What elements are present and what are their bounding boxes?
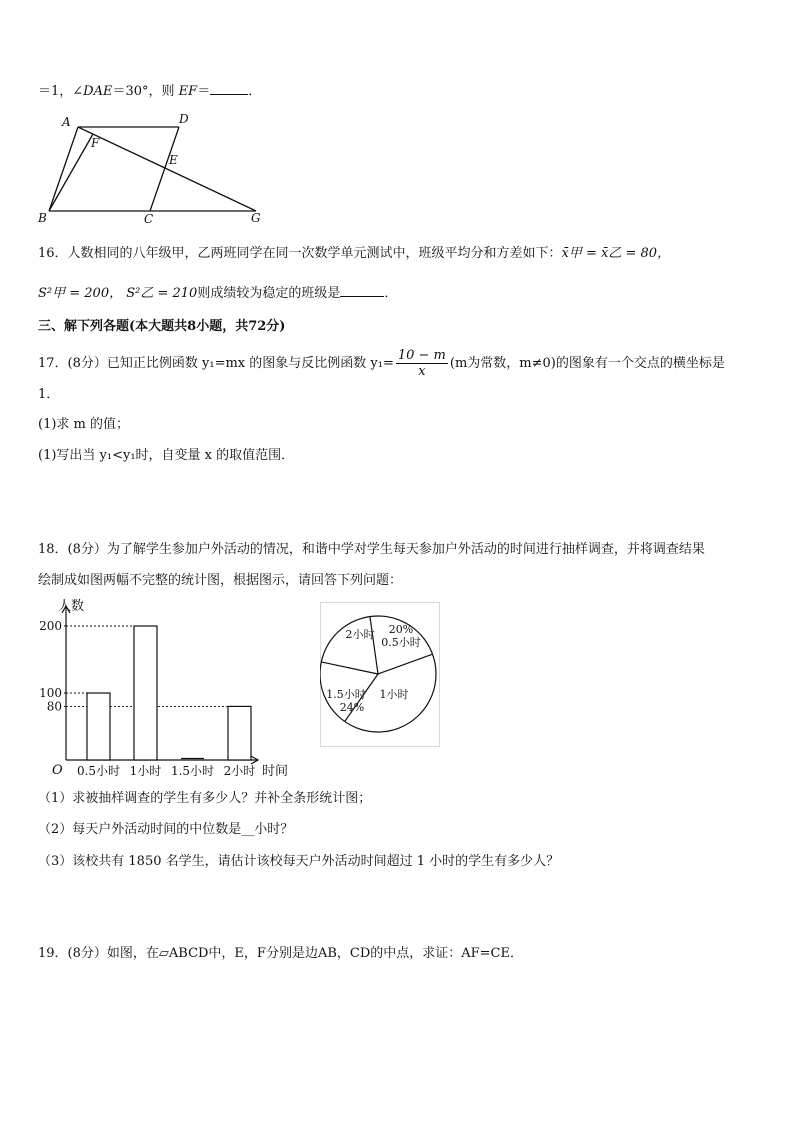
section3-title: 三、解下列各题(本大题共8小题，共72分) [38, 319, 286, 334]
x-tick-label: 1小时 [129, 764, 162, 778]
q17-part2: (1)写出当 y₁<y₁时，自变量 x 的取值范围． [38, 448, 295, 463]
q17-fraction [396, 348, 448, 379]
q17-post: (m为常数，m≠0)的图象有一个交点的横坐标是 [449, 356, 725, 371]
q15-text [38, 83, 261, 101]
q18-line2: 绘制成如图两幅不完整的统计图，根据图示，请回答下列问题： [38, 573, 403, 588]
x-tick-label: 1.5小时 [170, 764, 215, 778]
x-tick-label: 2小时 [223, 764, 256, 778]
q17-part1: (1)求 m 的值； [38, 417, 130, 432]
pie-slice-label: 1.5小时 [326, 688, 366, 701]
q15-eq: ＝30°，则 [112, 84, 179, 99]
label-C: C [144, 212, 154, 225]
q18-part1: （1）求被抽样调查的学生有多少人？并补全条形统计图； [38, 791, 372, 806]
bar [134, 626, 157, 760]
q18-line1: 18．(8分）为了解学生参加户外活动的情况，和谐中学对学生每天参加户外活动的时间进行抽样调查，并将调查结果 [38, 542, 705, 557]
bar [87, 693, 110, 760]
label-F: F [91, 136, 100, 150]
q17-line1 [38, 348, 725, 379]
q17-frac-den: x [418, 364, 426, 379]
q16-variance-a: S²甲 = 200， [38, 286, 123, 301]
y-tick-label: 200 [39, 619, 62, 633]
x-axis-label: 时间 [262, 764, 289, 779]
q16-answer-blank[interactable] [340, 296, 384, 297]
bar [228, 706, 251, 760]
q15-pre: ＝1，∠ [38, 84, 84, 99]
y-tick-label: 80 [46, 699, 62, 714]
q15-ef: EF [178, 84, 198, 99]
pie-slice-label: 2小时 [345, 628, 375, 641]
pie-slice-percent: 20% [388, 623, 414, 636]
q17-line2: 1． [38, 387, 60, 402]
q16-end: ． [384, 286, 398, 301]
y-axis-label: 人数 [58, 599, 85, 614]
q16-line1 [38, 245, 670, 263]
q18-part2: （2）每天户外活动时间的中位数是__小时？ [38, 822, 294, 837]
label-G: G [251, 211, 261, 225]
y-tick-label: 100 [39, 686, 62, 700]
pie-slice-label: 0.5小时 [381, 636, 421, 649]
pie-slice-percent: 24% [339, 701, 365, 714]
q17-pre: 17．(8分）已知正比例函数 y₁=mx 的图象与反比例函数 y₁= [38, 356, 394, 371]
q15-eq2: ＝ [197, 84, 211, 99]
origin-label: O [52, 763, 63, 778]
label-D: D [179, 112, 189, 126]
q16-line2 [38, 285, 397, 303]
label-E: E [169, 153, 178, 167]
q16-variance-b: S²乙 = 210 [126, 286, 198, 301]
bar-chart [30, 596, 310, 786]
pie-slice-label: 1小时 [379, 688, 409, 701]
x-tick-label: 0.5小时 [76, 764, 121, 778]
q18-part3: （3）该校共有 1850 名学生，请估计该校每天户外活动时间超过 1 小时的学生有多少人？ [38, 854, 560, 869]
label-A: A [62, 115, 71, 129]
q16-text: 16．人数相同的八年级甲，乙两班同学在同一次数学单元测试中，班级平均分和方差如下： [38, 246, 562, 261]
q15-end: ． [248, 84, 262, 99]
q15-angle: DAE [83, 84, 113, 99]
q17-frac-num: 10 − m [397, 348, 446, 363]
q16-mean-formula: x̄甲 = x̄乙 = 80， [561, 246, 671, 261]
q15-answer-blank[interactable] [210, 94, 248, 95]
q16-text2: 则成绩较为稳定的班级是 [197, 286, 341, 301]
label-B: B [38, 211, 47, 225]
q15-geometry-figure [32, 110, 272, 225]
q19-text: 19．(8分）如图，在▱ABCD中，E，F分别是边AB，CD的中点，求证：AF=CE． [38, 946, 523, 961]
pie-chart [320, 602, 440, 747]
